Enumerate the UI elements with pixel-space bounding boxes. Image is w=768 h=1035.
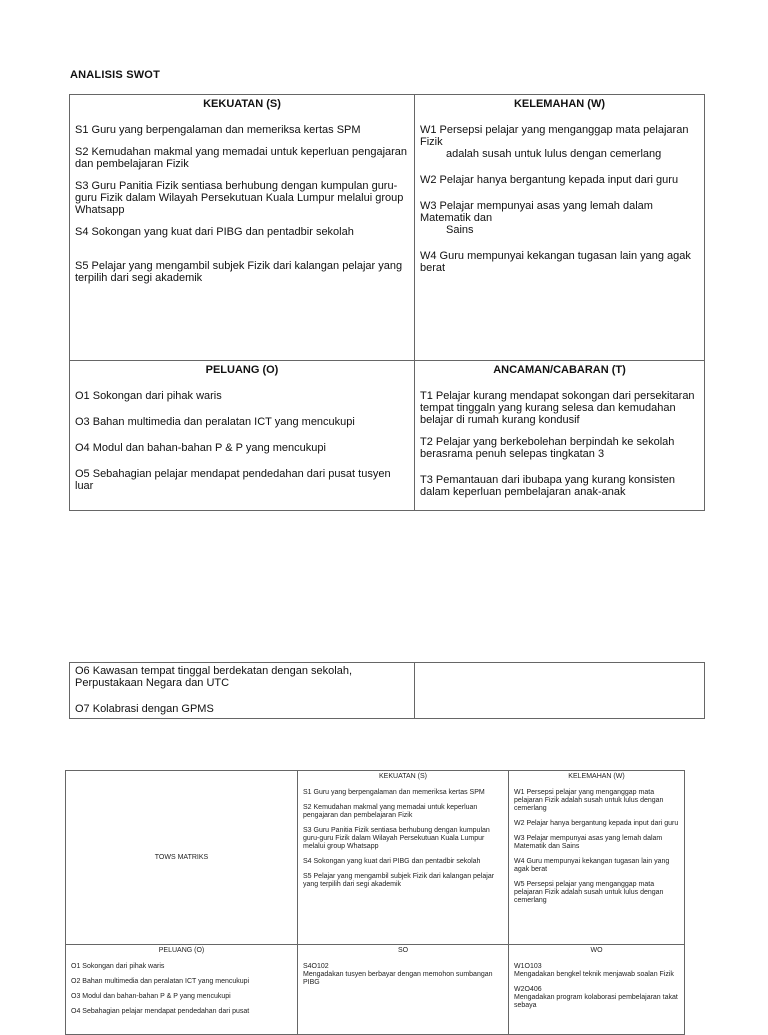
tows-weaknesses-cell — [509, 771, 685, 945]
opportunity-item: O4 Modul dan bahan-bahan P & P yang mencukupi — [75, 442, 326, 454]
tows-strengths-header: KEKUATAN (S) — [379, 773, 427, 780]
opportunity-item: O3 Bahan multimedia dan peralatan ICT yang mencukupi — [75, 416, 355, 428]
opportunities-cell — [70, 361, 415, 511]
tows-strength-item: S4 Sokongan yang kuat dari PIBG dan pentadbir sekolah — [303, 858, 481, 865]
tows-weakness-item: W1 Persepsi pelajar yang menganggap mata pelajaran Fizik adalah susah untuk lulus dengan cemerlang — [514, 789, 664, 812]
tows-wo-code: W2O406 — [514, 986, 542, 993]
empty-cell — [415, 663, 705, 719]
threats-header: ANCAMAN/CABARAN (T) — [493, 364, 626, 376]
tows-so-header: SO — [397, 947, 409, 954]
opportunity-item: O7 Kolabrasi dengan GPMS — [75, 703, 214, 715]
tows-opportunity-item: O4 Sebahagian pelajar mendapat pendedahan dari pusat — [71, 1008, 250, 1015]
opportunity-item: O1 Sokongan dari pihak waris — [75, 390, 222, 402]
swot-continuation-table — [69, 662, 705, 719]
tows-opportunities-cell — [66, 945, 298, 1035]
tows-so-cell — [298, 945, 509, 1035]
weakness-item-main: W3 Pelajar mempunyai asas yang lemah dalam Matematik dan — [420, 200, 653, 224]
strengths-cell — [70, 95, 415, 361]
document-title: ANALISIS SWOT — [70, 69, 160, 81]
weakness-item-continuation: Sains — [446, 224, 474, 236]
tows-opportunity-item: O3 Modul dan bahan-bahan P & P yang mencukupi — [71, 993, 231, 1000]
tows-strengths-cell — [298, 771, 509, 945]
tows-strength-item: S5 Pelajar yang mengambil subjek Fizik dari kalangan pelajar yang terpilih dari segi akademik — [303, 873, 495, 888]
tows-weakness-item: W5 Persepsi pelajar yang menganggap mata pelajaran Fizik adalah susah untuk lulus dengan cemerlang — [514, 881, 664, 904]
swot-table — [69, 94, 705, 511]
tows-strength-item: S1 Guru yang berpengalaman dan memeriksa kertas SPM — [303, 789, 485, 796]
threat-item: T3 Pemantauan dari ibubapa yang kurang konsisten dalam keperluan pembelajaran anak-anak — [420, 474, 676, 498]
tows-wo-cell — [509, 945, 685, 1035]
weakness-item — [420, 200, 699, 236]
strength-item: S1 Guru yang berpengalaman dan memeriksa kertas SPM — [75, 124, 361, 136]
opportunity-item: O6 Kawasan tempat tinggal berdekatan dengan sekolah, Perpustakaan Negara dan UTC — [75, 665, 353, 689]
tows-wo-strategy: Mengadakan program kolaborasi pembelajaran takat sebaya — [514, 994, 678, 1009]
strengths-header: KEKUATAN (S) — [203, 98, 281, 110]
tows-opportunity-item: O1 Sokongan dari pihak waris — [71, 963, 165, 970]
weakness-item-main: W1 Persepsi pelajar yang menganggap mata pelajaran Fizik — [420, 124, 689, 148]
weakness-item: W2 Pelajar hanya bergantung kepada input dari guru — [420, 174, 679, 186]
strength-item: S5 Pelajar yang mengambil subjek Fizik dari kalangan pelajar yang terpilih dari segi akademik — [75, 260, 403, 284]
tows-strength-item: S3 Guru Panitia Fizik sentiasa berhubung dengan kumpulan guru-guru Fizik dalam Wilayah Persekutuan Kuala Lumpur melalui group Whatsapp — [303, 827, 490, 850]
tows-strength-item: S2 Kemudahan makmal yang memadai untuk keperluan pengajaran dan pembelajaran Fizik — [303, 804, 478, 819]
tows-wo-header: WO — [590, 947, 603, 954]
tows-wo-strategy: Mengadakan bengkel teknik menjawab soalan Fizik — [514, 971, 674, 978]
tows-so-code: S4O102 — [303, 963, 329, 970]
strength-item: S4 Sokongan yang kuat dari PIBG dan pentadbir sekolah — [75, 226, 354, 238]
weakness-item — [420, 124, 699, 160]
weakness-item-continuation: adalah susah untuk lulus dengan cemerlang — [446, 148, 662, 160]
tows-weakness-item: W4 Guru mempunyai kekangan tugasan lain yang agak berat — [514, 858, 670, 873]
tows-so-strategy: Mengadakan tusyen berbayar dengan memohon sumbangan PIBG — [303, 971, 493, 986]
tows-matrix-table — [65, 770, 685, 1035]
tows-label: TOWS MATRIKS — [154, 853, 209, 861]
strength-item: S2 Kemudahan makmal yang memadai untuk keperluan pengajaran dan pembelajaran Fizik — [75, 146, 408, 170]
threat-item: T2 Pelajar yang berkebolehan berpindah ke sekolah berasrama penuh selepas tingkatan 3 — [420, 436, 675, 460]
threat-item: T1 Pelajar kurang mendapat sokongan dari persekitaran tempat tinggaln yang kurang selesa dan kemudahan belajar di rumah kurang kondusif — [420, 390, 695, 426]
threats-cell — [415, 361, 705, 511]
weakness-item: W4 Guru mempunyai kekangan tugasan lain yang agak berat — [420, 250, 691, 274]
opportunities-continuation-cell — [70, 663, 415, 719]
tows-opportunities-header: PELUANG (O) — [158, 947, 205, 954]
weaknesses-header: KELEMAHAN (W) — [513, 98, 606, 110]
tows-weaknesses-header: KELEMAHAN (W) — [568, 773, 625, 780]
tows-opportunity-item: O2 Bahan multimedia dan peralatan ICT yang mencukupi — [71, 978, 250, 985]
tows-weakness-item: W3 Pelajar mempunyai asas yang lemah dalam Matematik dan Sains — [514, 835, 663, 850]
tows-label-cell — [66, 771, 298, 945]
weaknesses-cell — [415, 95, 705, 361]
tows-weakness-item: W2 Pelajar hanya bergantung kepada input dari guru — [514, 820, 679, 827]
strength-item: S3 Guru Panitia Fizik sentiasa berhubung dengan kumpulan guru-guru Fizik dalam Wilayah Persekutuan Kuala Lumpur melalui group Whatsapp — [75, 180, 404, 216]
opportunity-item: O5 Sebahagian pelajar mendapat pendedahan dari pusat tusyen luar — [75, 468, 391, 492]
tows-wo-code: W1O103 — [514, 963, 542, 970]
opportunities-header: PELUANG (O) — [205, 364, 279, 376]
